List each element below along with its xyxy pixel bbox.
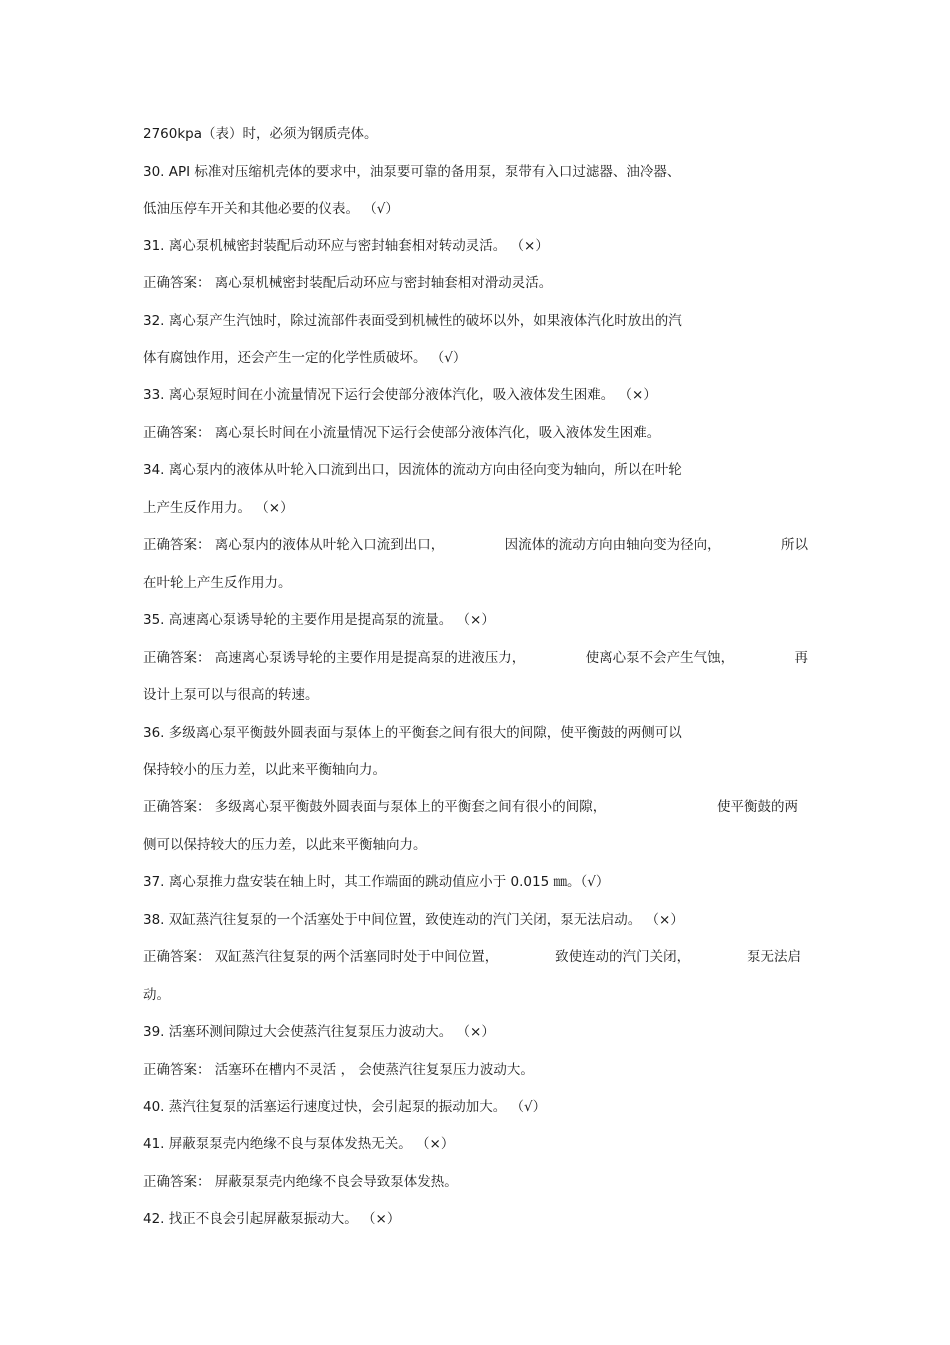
question-40: 40. 蒸汽往复泵的活塞运行速度过快，会引起泵的振动加大。 （√） — [143, 1099, 547, 1115]
answer-33: 正确答案： 离心泵长时间在小流量情况下运行会使部分液体汽化，吸入液体发生困难。 — [143, 425, 661, 441]
question-34: 34. 离心泵内的液体从叶轮入口流到出口，因流体的流动方向由径向变为轴向，所以在叶轮 — [143, 462, 682, 478]
text-segment: 正确答案： 高速离心泵诱导轮的主要作用是提高泵的进液压力， — [143, 650, 526, 666]
answer-35 — [143, 648, 808, 668]
text-line: 设计上泵可以与很高的转速。 — [143, 687, 319, 703]
question-42: 42. 找正不良会引起屏蔽泵振动大。 （×） — [143, 1211, 401, 1227]
text-line: 保持较小的压力差，以此来平衡轴向力。 — [143, 762, 386, 778]
question-39: 39. 活塞环测间隙过大会使蒸汽往复泵压力波动大。 （×） — [143, 1024, 495, 1040]
text-line: 低油压停车开关和其他必要的仪表。 （√） — [143, 201, 399, 217]
text-segment: 使平衡鼓的两 — [717, 799, 798, 815]
text-segment: 正确答案： 多级离心泵平衡鼓外圆表面与泵体上的平衡套之间有很小的间隙， — [143, 799, 607, 815]
question-37: 37. 离心泵推力盘安装在轴上时，其工作端面的跳动值应小于 0.015 ㎜。（√） — [143, 874, 610, 890]
text-line: 动。 — [143, 987, 170, 1003]
text-segment: 正确答案： 离心泵内的液体从叶轮入口流到出口， — [143, 537, 445, 553]
text-line: 上产生反作用力。 （×） — [143, 500, 294, 516]
text-line: 2760kpa（表）时，必须为钢质壳体。 — [143, 126, 378, 142]
question-38: 38. 双缸蒸汽往复泵的一个活塞处于中间位置，致使连动的汽门关闭，泵无法启动。 （×） — [143, 912, 684, 928]
question-30: 30. API 标准对压缩机壳体的要求中，油泵要可靠的备用泵，泵带有入口过滤器、油冷器、 — [143, 164, 681, 180]
text-segment: 正确答案： 双缸蒸汽往复泵的两个活塞同时处于中间位置， — [143, 949, 499, 965]
answer-34 — [143, 535, 808, 555]
question-32: 32. 离心泵产生汽蚀时，除过流部件表面受到机械性的破坏以外，如果液体汽化时放出的汽 — [143, 313, 682, 329]
question-33: 33. 离心泵短时间在小流量情况下运行会使部分液体汽化，吸入液体发生困难。 （×） — [143, 387, 657, 403]
answer-39: 正确答案： 活塞环在槽内不灵活 ， 会使蒸汽往复泵压力波动大。 — [143, 1062, 534, 1078]
text-line: 在叶轮上产生反作用力。 — [143, 575, 292, 591]
question-31: 31. 离心泵机械密封装配后动环应与密封轴套相对转动灵活。 （×） — [143, 238, 549, 254]
question-41: 41. 屏蔽泵泵壳内绝缘不良与泵体发热无关。 （×） — [143, 1136, 455, 1152]
answer-31: 正确答案： 离心泵机械密封装配后动环应与密封轴套相对滑动灵活。 — [143, 275, 553, 291]
text-line: 体有腐蚀作用，还会产生一定的化学性质破坏。 （√） — [143, 350, 467, 366]
text-segment: 使离心泵不会产生气蚀， — [585, 650, 735, 666]
question-35: 35. 高速离心泵诱导轮的主要作用是提高泵的流量。 （×） — [143, 612, 495, 628]
answer-41: 正确答案： 屏蔽泵泵壳内绝缘不良会导致泵体发热。 — [143, 1174, 458, 1190]
question-36: 36. 多级离心泵平衡鼓外圆表面与泵体上的平衡套之间有很大的间隙，使平衡鼓的两侧可以 — [143, 725, 682, 741]
text-segment: 致使连动的汽门关闭， — [555, 949, 691, 965]
text-segment: 因流体的流动方向由轴向变为径向， — [504, 537, 721, 553]
text-segment: 泵无法启 — [746, 949, 801, 965]
text-line: 侧可以保持较大的压力差，以此来平衡轴向力。 — [143, 837, 427, 853]
text-segment: 所以 — [780, 537, 808, 553]
answer-36 — [143, 797, 798, 817]
answer-38 — [143, 947, 801, 967]
text-segment: 再 — [794, 650, 808, 666]
